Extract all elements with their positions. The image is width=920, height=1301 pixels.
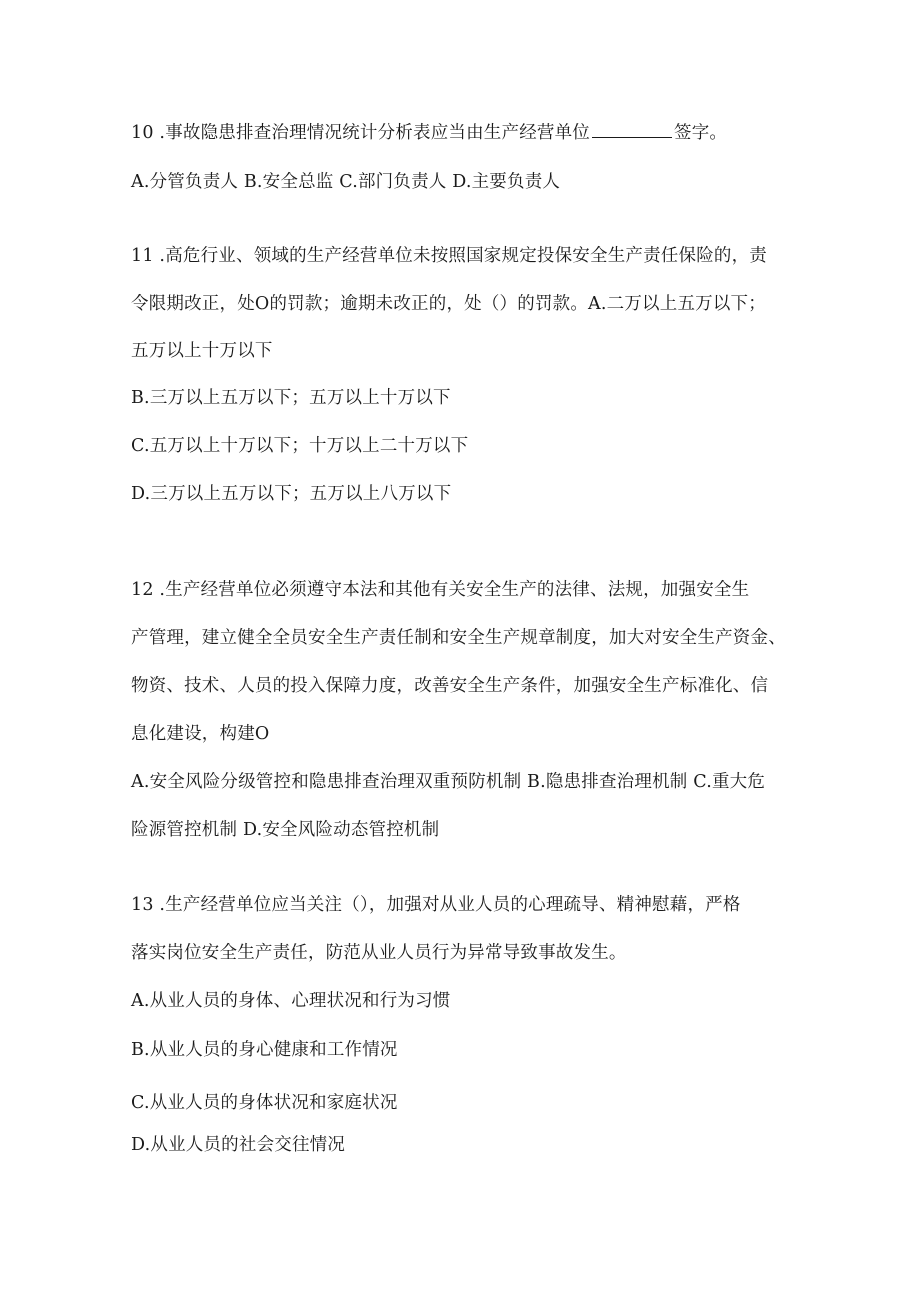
question-text: .生产经营单位必须遵守本法和其他有关安全生产的法律、法规，加强安全生 bbox=[153, 580, 750, 600]
question-11-line: 五万以上十万以下 bbox=[131, 341, 273, 361]
question-10-stem bbox=[131, 121, 727, 145]
question-number: 11 bbox=[131, 246, 154, 266]
question-11-stem bbox=[131, 244, 767, 268]
option-d: D.从业人员的社会交往情况 bbox=[131, 1135, 346, 1155]
question-text: 签字。 bbox=[674, 123, 728, 143]
option-b: B.三万以上五万以下；五万以上十万以下 bbox=[131, 388, 451, 408]
option-c: C.从业人员的身体状况和家庭状况 bbox=[131, 1093, 398, 1113]
question-11-line: 令限期改正，处O的罚款；逾期未改正的，处（）的罚款。A.二万以上五万以下； bbox=[131, 294, 766, 314]
question-12-stem bbox=[131, 578, 749, 602]
question-12-line: 息化建设，构建O bbox=[131, 724, 270, 744]
option-b: B.从业人员的身心健康和工作情况 bbox=[131, 1040, 398, 1060]
question-number: 10 bbox=[131, 123, 154, 143]
question-12-options: A.安全风险分级管控和隐患排查治理双重预防机制 B.隐患排查治理机制 C.重大危 bbox=[131, 772, 766, 792]
question-number: 12 bbox=[131, 580, 154, 600]
question-text: .生产经营单位应当关注（），加强对从业人员的心理疏导、精神慰藉，严格 bbox=[153, 895, 741, 915]
question-13-stem bbox=[131, 893, 741, 917]
question-12-line: 物资、技术、人员的投入保障力度，改善安全生产条件，加强安全生产标准化、信 bbox=[131, 676, 769, 696]
answer-blank bbox=[592, 121, 672, 138]
option-c: C.五万以上十万以下；十万以上二十万以下 bbox=[131, 436, 469, 456]
option-d: D.三万以上五万以下；五万以上八万以下 bbox=[131, 484, 452, 504]
question-text: .事故隐患排查治理情况统计分析表应当由生产经营单位 bbox=[153, 123, 590, 143]
question-10-options: A.分管负责人 B.安全总监 C.部门负责人 D.主要负责人 bbox=[131, 172, 561, 192]
question-text: .高危行业、领域的生产经营单位未按照国家规定投保安全生产责任保险的，责 bbox=[153, 246, 767, 266]
question-13-line: 落实岗位安全生产责任，防范从业人员行为异常导致事故发生。 bbox=[131, 943, 627, 963]
question-12-line: 产管理，建立健全全员安全生产责任制和安全生产规章制度，加大对安全生产资金、 bbox=[131, 628, 786, 648]
question-number: 13 bbox=[131, 895, 154, 915]
option-a: A.从业人员的身体、心理状况和行为习惯 bbox=[131, 991, 451, 1011]
question-12-options: 险源管控机制 D.安全风险动态管控机制 bbox=[131, 820, 440, 840]
